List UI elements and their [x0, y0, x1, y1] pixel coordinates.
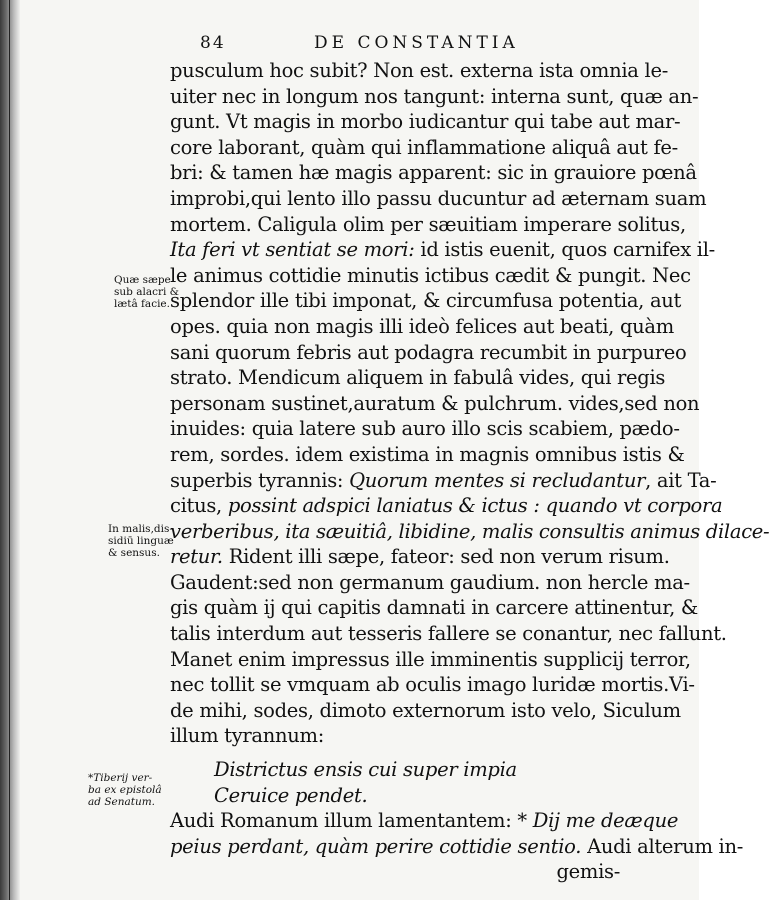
text-line: improbi,qui lento illo passu ducuntur ad æternam suam: [170, 186, 707, 210]
text-line: superbis tyrannis: Quorum mentes si recludantur, ait Ta-: [170, 468, 717, 492]
text-line: retur. Rident illi sæpe, fateor: sed non verum risum.: [170, 545, 670, 569]
verse-line: Ceruice pendet.: [214, 783, 368, 807]
text-line: de mihi, sodes, dimoto externorum isto velo, Siculum: [170, 698, 681, 722]
margin-note-1: [114, 274, 179, 310]
text-line: gunt. Vt magis in morbo iudicantur qui tabe aut mar-: [170, 110, 681, 134]
margin-note-line: ad Senatum.: [88, 796, 156, 808]
margin-note-line: lætâ facie.: [114, 298, 170, 310]
text-line: splendor ille tibi imponat, & circumfusa potentia, aut: [170, 289, 682, 313]
text-line: rem, sordes. idem existima in magnis omnibus istis &: [170, 442, 685, 466]
text-line: peius perdant, quàm perire cottidie sentio. Audi alterum in-: [170, 834, 744, 858]
text-line: bri: & tamen hæ magis apparent: sic in grauiore pœnâ: [170, 161, 697, 185]
margin-note-2: [108, 523, 174, 559]
text-line: Audi Romanum illum lamentantem: * Dij me deæque: [170, 809, 679, 833]
margin-note-3: [88, 772, 162, 808]
margin-note-line: In malis,dis-: [108, 523, 173, 535]
text-line: mortem. Caligula olim per sæuitiam imperare solitus,: [170, 212, 686, 236]
text-line: core laborant, quàm qui inflammatione aliquâ aut fe-: [170, 135, 678, 159]
text-line: le animus cottidie minutis ictibus cædit & pungit. Nec: [170, 263, 691, 287]
running-title: DE CONSTANTIA: [314, 33, 519, 53]
main-text-block: [170, 58, 769, 885]
page-gutter-shadow: [0, 0, 20, 900]
text-line: strato. Mendicum aliquem in fabulâ vides, qui regis: [170, 366, 666, 390]
page-number: 84: [200, 33, 226, 53]
verse-line: Districtus ensis cui super impia: [214, 758, 517, 782]
text-line: illum tyrannum:: [170, 724, 324, 748]
margin-note-line: & sensus.: [108, 547, 160, 559]
catchword: gemis-: [556, 860, 620, 884]
text-line: pusculum hoc subit? Non est. externa ista omnia le-: [170, 59, 668, 82]
text-line: personam sustinet,auratum & pulchrum. vides,sed non: [170, 391, 700, 415]
text-line: verberibus, ita sæuitiâ, libidine, malis consultis animus dilace-: [170, 519, 769, 543]
text-line: opes. quia non magis illi ideò felices aut beati, quàm: [170, 314, 674, 338]
text-line: Ita feri vt sentiat se mori: id istis euenit, quos carnifex il-: [170, 238, 715, 262]
running-header: [200, 30, 540, 56]
text-line: sani quorum febris aut podagra recumbit in purpureo: [170, 340, 687, 364]
text-line: uiter nec in longum nos tangunt: interna sunt, quæ an-: [170, 84, 699, 108]
margin-note-line: sub alacri &: [114, 286, 180, 298]
margin-note-line: *Tiberij ver-: [88, 772, 153, 784]
margin-note-line: Quæ sæpe: [114, 274, 171, 286]
text-line: citus, possint adspici laniatus & ictus : quando vt corpora: [170, 494, 723, 518]
text-line: nec tollit se vmquam ab oculis imago luridæ mortis.Vi-: [170, 673, 695, 697]
text-line: inuides: quia latere sub auro illo scis scabiem, pædo-: [170, 417, 680, 441]
margin-note-line: sidiū linguæ: [108, 535, 174, 547]
text-line: Gaudent:sed non germanum gaudium. non hercle ma-: [170, 570, 690, 594]
text-line: Manet enim impressus ille imminentis supplicij terror,: [170, 647, 691, 671]
margin-note-line: ba ex epistolâ: [88, 784, 162, 796]
text-line: gis quàm ij qui capitis damnati in carcere attinentur, &: [170, 596, 698, 620]
text-line: talis interdum aut tesseris fallere se conantur, nec fallunt.: [170, 622, 727, 646]
